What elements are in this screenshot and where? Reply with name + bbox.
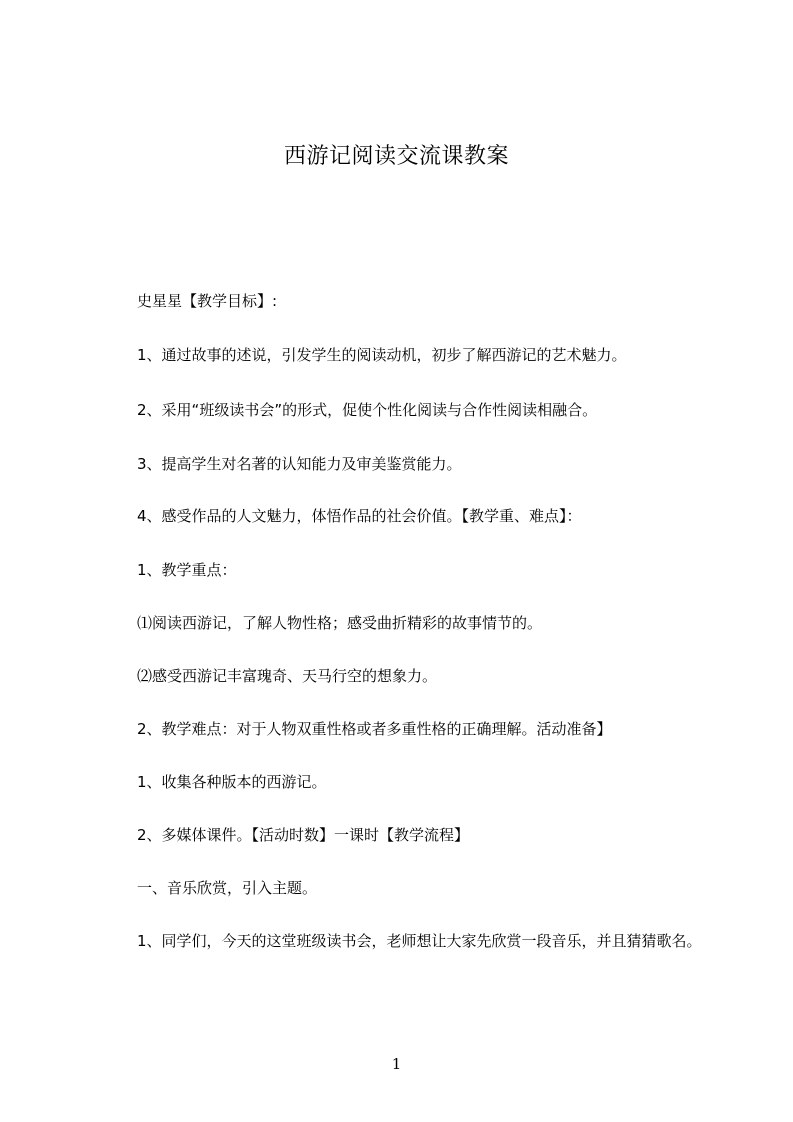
paragraph-goal-1: 1、通过故事的述说，引发学生的阅读动机，初步了解西游记的艺术魅力。 [137,346,627,364]
paragraph-key-point-1: ⑴阅读西游记，了解人物性格；感受曲折精彩的故事情节的。 [137,614,543,632]
paragraph-step-1-detail: 1、同学们，今天的这堂班级读书会，老师想让大家先欣赏一段音乐，并且猜猜歌名。 [137,932,702,950]
paragraph-preparation-1: 1、收集各种版本的西游记。 [137,773,327,791]
paragraph-goal-2: 2、采用“班级读书会”的形式，促使个性化阅读与合作性阅读相融合。 [137,401,598,419]
paragraph-goal-4: 4、感受作品的人文魅力，体悟作品的社会价值。【教学重、难点】： [137,507,582,525]
paragraph-key-point-2: ⑵感受西游记丰富瑰奇、天马行空的想象力。 [137,667,438,685]
paragraph-goal-3: 3、提高学生对名著的认知能力及审美鉴赏能力。 [137,455,462,473]
page-number: 1 [391,1055,402,1073]
paragraph-teaching-goals-heading: 史星星【教学目标】: [137,292,278,310]
paragraph-step-1-heading: 一、音乐欣赏，引入主题。 [137,879,318,897]
paragraph-key-points-heading: 1、教学重点： [137,561,237,579]
document-title: 西游记阅读交流课教案 [283,144,509,169]
paragraph-difficult-points: 2、教学难点：对于人物双重性格或者多重性格的正确理解。活动准备】 [137,720,612,738]
paragraph-preparation-2: 2、多媒体课件。【活动时数】一课时【教学流程】 [137,826,470,844]
